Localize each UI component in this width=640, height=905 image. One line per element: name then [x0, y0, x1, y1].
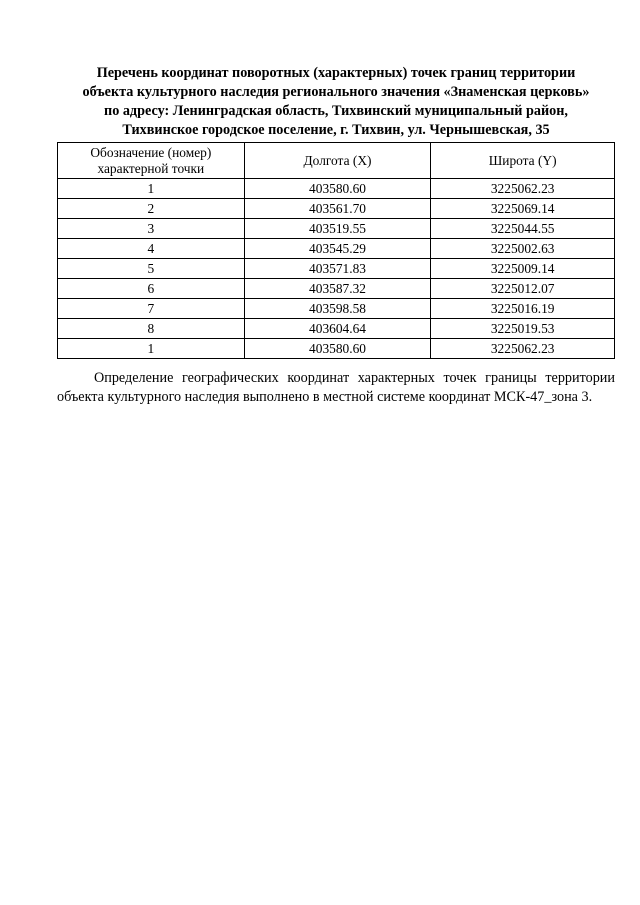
table-row [58, 299, 615, 319]
cell-y: 3225009.14 [431, 259, 615, 279]
cell-point: 2 [58, 199, 245, 219]
cell-point: 3 [58, 219, 245, 239]
cell-y: 3225012.07 [431, 279, 615, 299]
cell-point: 5 [58, 259, 245, 279]
table-row [58, 199, 615, 219]
title-line-3: по адресу: Ленинградская область, Тихвинский муниципальный район, [104, 103, 568, 119]
table-row [58, 339, 615, 359]
cell-x: 403580.60 [244, 339, 431, 359]
header-point-line-1: Обозначение (номер) [90, 144, 212, 160]
cell-y: 3225016.19 [431, 299, 615, 319]
cell-x: 403580.60 [244, 179, 431, 199]
table-row [58, 179, 615, 199]
cell-point: 8 [58, 319, 245, 339]
header-longitude-x: Долгота (X) [244, 143, 431, 179]
cell-point: 4 [58, 239, 245, 259]
table-body [58, 179, 615, 359]
table-header-row [58, 143, 615, 179]
cell-x: 403519.55 [244, 219, 431, 239]
title-line-4: Тихвинское городское поселение, г. Тихвин, ул. Чернышевская, 35 [122, 122, 550, 138]
document-title [56, 64, 616, 140]
cell-x: 403604.64 [244, 319, 431, 339]
coordinates-table [57, 142, 615, 359]
table-row [58, 319, 615, 339]
table-row [58, 259, 615, 279]
table-row [58, 279, 615, 299]
title-line-1: Перечень координат поворотных (характерных) точек границ территории [96, 65, 576, 81]
cell-y: 3225002.63 [431, 239, 615, 259]
header-point-number [58, 143, 245, 179]
cell-y: 3225069.14 [431, 199, 615, 219]
cell-point: 1 [58, 179, 245, 199]
cell-x: 403545.29 [244, 239, 431, 259]
cell-point: 7 [58, 299, 245, 319]
title-line-2: объекта культурного наследия регионального значения «Знаменская церковь» [82, 84, 590, 100]
cell-y: 3225062.23 [431, 179, 615, 199]
cell-point: 1 [58, 339, 245, 359]
cell-y: 3225062.23 [431, 339, 615, 359]
cell-y: 3225044.55 [431, 219, 615, 239]
cell-point: 6 [58, 279, 245, 299]
cell-y: 3225019.53 [431, 319, 615, 339]
cell-x: 403598.58 [244, 299, 431, 319]
cell-x: 403561.70 [244, 199, 431, 219]
header-latitude-y: Широта (Y) [431, 143, 615, 179]
table-row [58, 239, 615, 259]
header-point-line-2: характерной точки [97, 160, 205, 176]
cell-x: 403571.83 [244, 259, 431, 279]
cell-x: 403587.32 [244, 279, 431, 299]
coordinate-system-note: Определение географических координат характерных точек границы территории объекта культурного наследия выполнено в местной системе координат МСК-47_зона 3. [57, 370, 615, 405]
table-row [58, 219, 615, 239]
